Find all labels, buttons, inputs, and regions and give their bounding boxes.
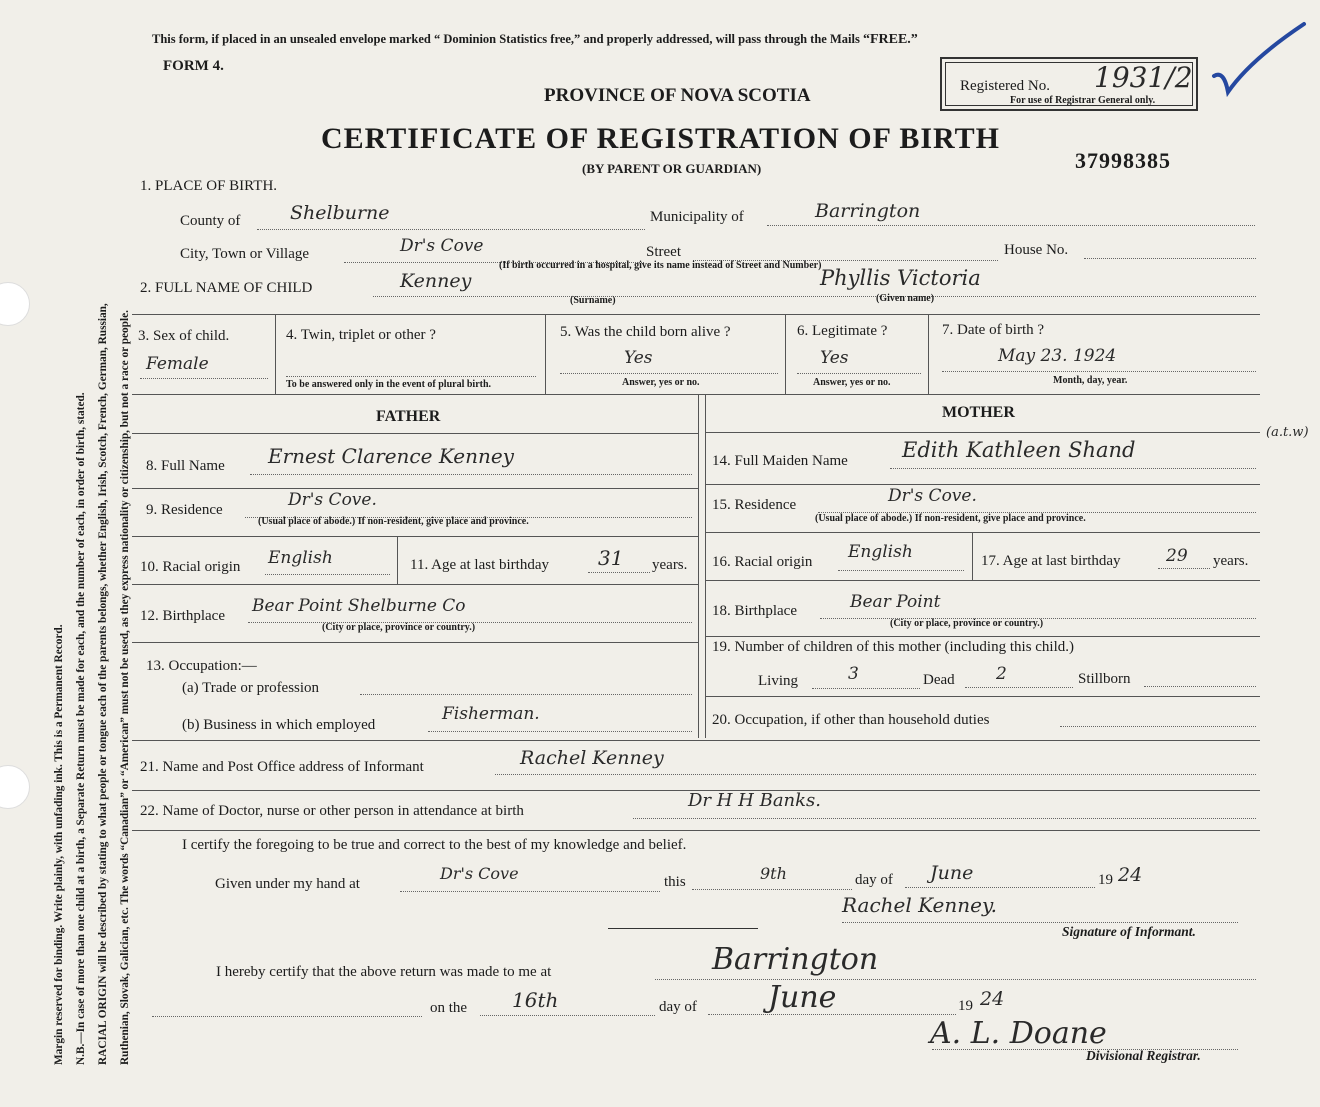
living-value: 3 xyxy=(848,664,859,684)
reg-day-value: 16th xyxy=(512,988,559,1012)
hospital-note: (If birth occurred in a hospital, give its name instead of Street and Number) xyxy=(499,260,822,271)
mother-name-value: Edith Kathleen Shand xyxy=(902,438,1136,462)
father-birthplace-note: (City or place, province or country.) xyxy=(322,622,476,633)
municipality-line xyxy=(767,225,1255,226)
day-of-label: day of xyxy=(855,872,893,888)
place-of-birth-heading: 1. PLACE OF BIRTH. xyxy=(140,178,278,194)
doctor-line xyxy=(633,818,1256,819)
stillborn-label: Stillborn xyxy=(1078,671,1131,687)
divider xyxy=(132,740,1260,741)
divider xyxy=(132,433,698,434)
column-divider xyxy=(698,394,699,738)
divider xyxy=(545,314,546,394)
mother-birthplace-label: 18. Birthplace xyxy=(712,603,797,619)
mother-occupation-label: 20. Occupation, if other than household duties xyxy=(712,712,990,728)
sex-line xyxy=(140,378,268,379)
mother-heading: MOTHER xyxy=(942,404,1015,421)
page-title: CERTIFICATE OF REGISTRATION OF BIRTH xyxy=(321,122,1000,155)
county-label: County of xyxy=(180,213,241,229)
registrar-text: I hereby certify that the above return was made to me at xyxy=(216,964,552,980)
mail-note xyxy=(152,32,918,48)
father-name-line xyxy=(250,474,692,475)
child-name-label: 2. FULL NAME OF CHILD xyxy=(140,280,313,296)
father-occupation-label: 13. Occupation:— xyxy=(146,658,257,674)
registered-no-label: Registered No. xyxy=(960,78,1050,94)
binding-hole xyxy=(0,765,30,809)
father-residence-value: Dr's Cove. xyxy=(288,490,377,510)
house-no-line xyxy=(1084,258,1256,259)
mother-birthplace-value: Bear Point xyxy=(850,592,941,612)
registration-box xyxy=(940,57,1198,111)
dob-label: 7. Date of birth ? xyxy=(942,322,1045,338)
mother-name-label: 14. Full Maiden Name xyxy=(712,453,848,469)
child-given-name-value: Phyllis Victoria xyxy=(820,266,981,290)
stillborn-line xyxy=(1144,686,1256,687)
registrar-lead-line xyxy=(152,1016,422,1017)
divider xyxy=(785,314,786,394)
mother-race-value: English xyxy=(848,542,913,562)
day-line xyxy=(692,889,852,890)
divider xyxy=(705,532,1260,533)
father-residence-note: (Usual place of abode.) If non-resident, give place and province. xyxy=(258,516,529,527)
reg-year-value: 24 xyxy=(980,988,1005,1010)
father-age-line xyxy=(588,572,650,573)
divider xyxy=(705,432,1260,433)
father-business-label: (b) Business in which employed xyxy=(182,717,376,733)
margin-note-2: N.B.—In case of more than one child at a birth, a Separate Return must be made for each, and the number of each, in order of birth, stated. xyxy=(75,392,87,1065)
registrar-place-line xyxy=(655,979,1256,980)
informant-label: 21. Name and Post Office address of Informant xyxy=(140,759,424,775)
divider xyxy=(132,642,698,643)
alive-value: Yes xyxy=(624,348,653,368)
alive-line xyxy=(560,373,778,374)
dead-label: Dead xyxy=(923,672,955,688)
mother-residence-note: (Usual place of abode.) If non-resident, give place and province. xyxy=(815,513,1086,524)
city-label: City, Town or Village xyxy=(180,246,310,262)
father-trade-line xyxy=(360,694,692,695)
province-heading: PROVINCE OF NOVA SCOTIA xyxy=(544,85,811,106)
mother-residence-value: Dr's Cove. xyxy=(888,486,977,506)
mother-birthplace-note: (City or place, province or country.) xyxy=(890,618,1044,629)
father-birthplace-label: 12. Birthplace xyxy=(140,608,225,624)
day-value: 9th xyxy=(760,864,787,883)
dob-note: Month, day, year. xyxy=(1053,375,1128,386)
municipality-label: Municipality of xyxy=(650,209,744,225)
year-prefix: 19 xyxy=(1098,872,1113,888)
reg-year-prefix: 19 xyxy=(958,998,973,1014)
divider xyxy=(397,536,398,584)
father-age-unit: years. xyxy=(652,557,688,573)
reg-day-of-label: day of xyxy=(659,999,697,1015)
father-race-label: 10. Racial origin xyxy=(140,559,241,575)
mother-age-line xyxy=(1158,568,1210,569)
father-age-value: 31 xyxy=(598,546,624,570)
father-race-value: English xyxy=(268,548,333,568)
mother-children-label: 19. Number of children of this mother (including this child.) xyxy=(712,639,1075,655)
reg-month-value: June xyxy=(768,980,837,1015)
father-residence-label: 9. Residence xyxy=(146,502,223,518)
legitimate-note: Answer, yes or no. xyxy=(813,377,891,388)
alive-note: Answer, yes or no. xyxy=(622,377,700,388)
father-name-value: Ernest Clarence Kenney xyxy=(268,444,514,468)
doctor-label: 22. Name of Doctor, nurse or other person in attendance at birth xyxy=(140,803,524,819)
registered-no-value: 1931/2 xyxy=(1094,61,1193,94)
mother-occupation-line xyxy=(1060,726,1256,727)
column-divider xyxy=(705,394,706,738)
registration-note: For use of Registrar General only. xyxy=(1010,95,1156,106)
dob-line xyxy=(942,371,1256,372)
divider xyxy=(132,584,698,585)
child-surname-value: Kenney xyxy=(400,270,472,292)
margin-notes xyxy=(48,5,136,1065)
registrar-signature: A. L. Doane xyxy=(930,1016,1107,1051)
county-line xyxy=(257,229,645,230)
given-place-value: Dr's Cove xyxy=(440,864,519,883)
informant-signature-caption: Signature of Informant. xyxy=(1062,924,1196,939)
alive-label: 5. Was the child born alive ? xyxy=(560,324,731,340)
informant-line xyxy=(495,774,1256,775)
legitimate-line xyxy=(797,373,921,374)
doctor-value: Dr H H Banks. xyxy=(688,790,822,811)
mail-note-text: This form, if placed in an unsealed envelope marked “ Dominion Statistics free,” and properly addressed, will pass through the Mails xyxy=(152,32,860,46)
serial-number: 37998385 xyxy=(1075,148,1171,173)
check-mark-icon xyxy=(1210,20,1310,100)
mother-age-unit: years. xyxy=(1213,553,1249,569)
living-line xyxy=(812,688,920,689)
father-business-value: Fisherman. xyxy=(442,704,540,724)
margin-note-3: RACIAL ORIGIN will be described by stating to what people or tongue each of the parents belongs, whether English, Irish, Scotch, French, German, Russian, xyxy=(97,303,109,1065)
year-value: 24 xyxy=(1118,864,1143,886)
divider xyxy=(928,314,929,394)
month-value: June xyxy=(930,862,974,884)
sex-value: Female xyxy=(146,354,209,374)
twin-line xyxy=(286,376,536,377)
registrar-place-value: Barrington xyxy=(712,942,879,977)
divider xyxy=(132,536,698,537)
mother-race-line xyxy=(838,570,964,571)
father-heading: FATHER xyxy=(376,408,441,425)
informant-signature: Rachel Kenney. xyxy=(842,893,997,917)
living-label: Living xyxy=(758,673,798,689)
subtitle: (BY PARENT OR GUARDIAN) xyxy=(582,161,762,176)
informant-signature-line xyxy=(842,922,1238,923)
informant-value: Rachel Kenney xyxy=(520,747,664,769)
on-the-label: on the xyxy=(430,1000,468,1016)
dob-value: May 23. 1924 xyxy=(998,346,1117,366)
divider xyxy=(705,484,1260,485)
margin-note-4: Ruthenian, Slovak, Galician, etc. The words “Canadian” or “American” must not be used, as they express nationality or citizenship, but not a race or people. xyxy=(119,310,131,1065)
divider xyxy=(705,636,1260,637)
father-age-label: 11. Age at last birthday xyxy=(410,557,549,573)
municipality-value: Barrington xyxy=(815,200,921,222)
mail-free-text: “FREE.” xyxy=(862,32,918,47)
mother-age-value: 29 xyxy=(1166,546,1188,566)
divider xyxy=(132,488,698,489)
twin-label: 4. Twin, triplet or other ? xyxy=(286,327,436,343)
mother-age-label: 17. Age at last birthday xyxy=(981,553,1121,569)
divider xyxy=(132,314,1260,315)
form-number: FORM 4. xyxy=(163,58,224,74)
signature-rule xyxy=(608,928,758,929)
divider xyxy=(275,314,276,394)
surname-caption: (Surname) xyxy=(570,295,616,306)
father-name-label: 8. Full Name xyxy=(146,458,225,474)
street-label: Street xyxy=(646,244,681,260)
legitimate-value: Yes xyxy=(820,348,849,368)
this-label: this xyxy=(664,874,686,890)
divider xyxy=(705,696,1260,697)
father-trade-label: (a) Trade or profession xyxy=(182,680,320,696)
dead-line xyxy=(965,687,1073,688)
twin-note: To be answered only in the event of plural birth. xyxy=(286,379,492,390)
dead-value: 2 xyxy=(996,664,1007,684)
reg-day-line xyxy=(480,1015,655,1016)
father-business-line xyxy=(428,731,692,732)
given-name-caption: (Given name) xyxy=(876,293,935,304)
divider xyxy=(132,830,1260,831)
given-label: Given under my hand at xyxy=(215,876,360,892)
divider xyxy=(132,394,1260,395)
divider xyxy=(705,580,1260,581)
registrar-caption: Divisional Registrar. xyxy=(1086,1048,1201,1063)
father-birthplace-value: Bear Point Shelburne Co xyxy=(252,596,466,616)
child-name-line xyxy=(373,296,1256,297)
sex-label: 3. Sex of child. xyxy=(138,328,230,344)
mother-name-line xyxy=(890,468,1256,469)
father-race-line xyxy=(265,574,390,575)
city-value: Dr's Cove xyxy=(400,236,484,256)
binding-hole xyxy=(0,282,30,326)
mother-race-label: 16. Racial origin xyxy=(712,554,813,570)
legitimate-label: 6. Legitimate ? xyxy=(797,323,888,339)
county-value: Shelburne xyxy=(290,202,390,224)
given-place-line xyxy=(400,891,660,892)
mother-name-extra: (a.t.w) xyxy=(1266,425,1309,440)
month-line xyxy=(905,887,1095,888)
margin-note-1: Margin reserved for binding. Write plainly, with unfading ink. This is a Permanent Record. xyxy=(53,624,65,1065)
divider xyxy=(972,532,973,580)
certify-text: I certify the foregoing to be true and correct to the best of my knowledge and belief. xyxy=(182,837,687,853)
house-no-label: House No. xyxy=(1004,242,1069,258)
mother-residence-label: 15. Residence xyxy=(712,497,797,513)
